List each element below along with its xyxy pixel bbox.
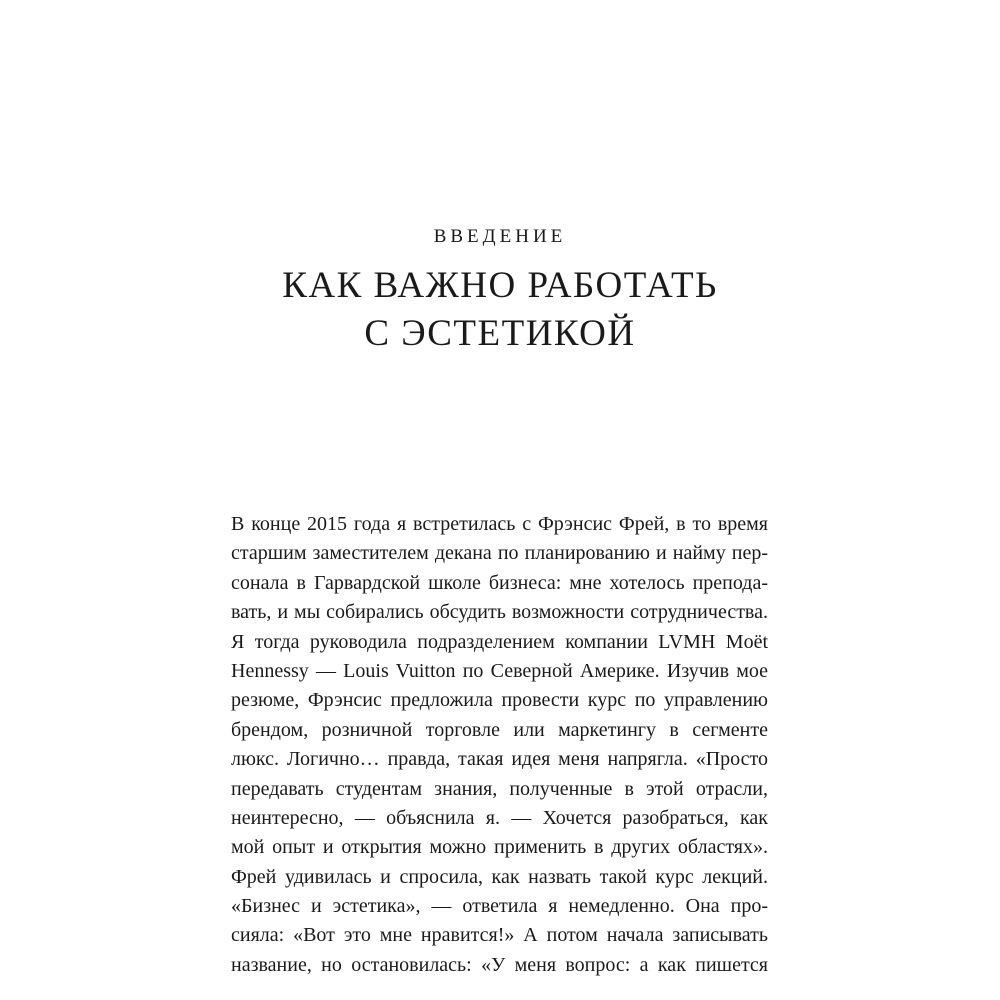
text-line: сияла: «Вот это мне нравится!» А потом начала записывать xyxy=(231,924,768,947)
text-line: вать, и мы собирались обсудить возможности сотрудничества. xyxy=(231,601,768,624)
text-line: Я тогда руководила подразделением компании LVMH Moët xyxy=(231,630,768,653)
chapter-title-line: С ЭСТЕТИКОЙ xyxy=(364,313,636,354)
text-line: неинтересно, — объяснила я. — Хочется разобраться, как xyxy=(231,806,768,829)
text-line: старшим заместителем декана по планированию и найму пер- xyxy=(231,542,768,565)
text-line: Hennessy — Louis Vuitton по Северной Америке. Изучив мое xyxy=(231,659,768,682)
chapter-kicker: ВВЕДЕНИЕ xyxy=(433,226,567,247)
text-line: Фрей удивилась и спросила, как назвать такой курс лекций. xyxy=(231,865,768,888)
chapter-title-line: КАК ВАЖНО РАБОТАТЬ xyxy=(282,265,718,306)
text-line: люкс. Логично… правда, такая идея меня напрягла. «Просто xyxy=(231,748,768,771)
text-line: В конце 2015 года я встретилась с Фрэнсис Фрей, в то время xyxy=(231,513,768,535)
text-line: сонала в Гарвардской школе бизнеса: мне хотелось препода- xyxy=(231,571,768,594)
chapter-title xyxy=(0,262,1000,358)
text-line: резюме, Фрэнсис предложила провести курс по управлению xyxy=(231,689,768,712)
text-line: брендом, розничной торговле или маркетингу в сегменте xyxy=(231,718,768,741)
text-line: передавать студентам знания, полученные в этой отрасли, xyxy=(231,777,768,800)
text-line: название, но остановилась: «У меня вопрос: а как пишется xyxy=(231,953,768,976)
body-paragraph xyxy=(231,510,768,980)
text-line: мой опыт и открытия можно применить в других областях». xyxy=(231,836,768,859)
text-line: «Бизнес и эстетика», — ответила я немедленно. Она про- xyxy=(231,895,768,918)
